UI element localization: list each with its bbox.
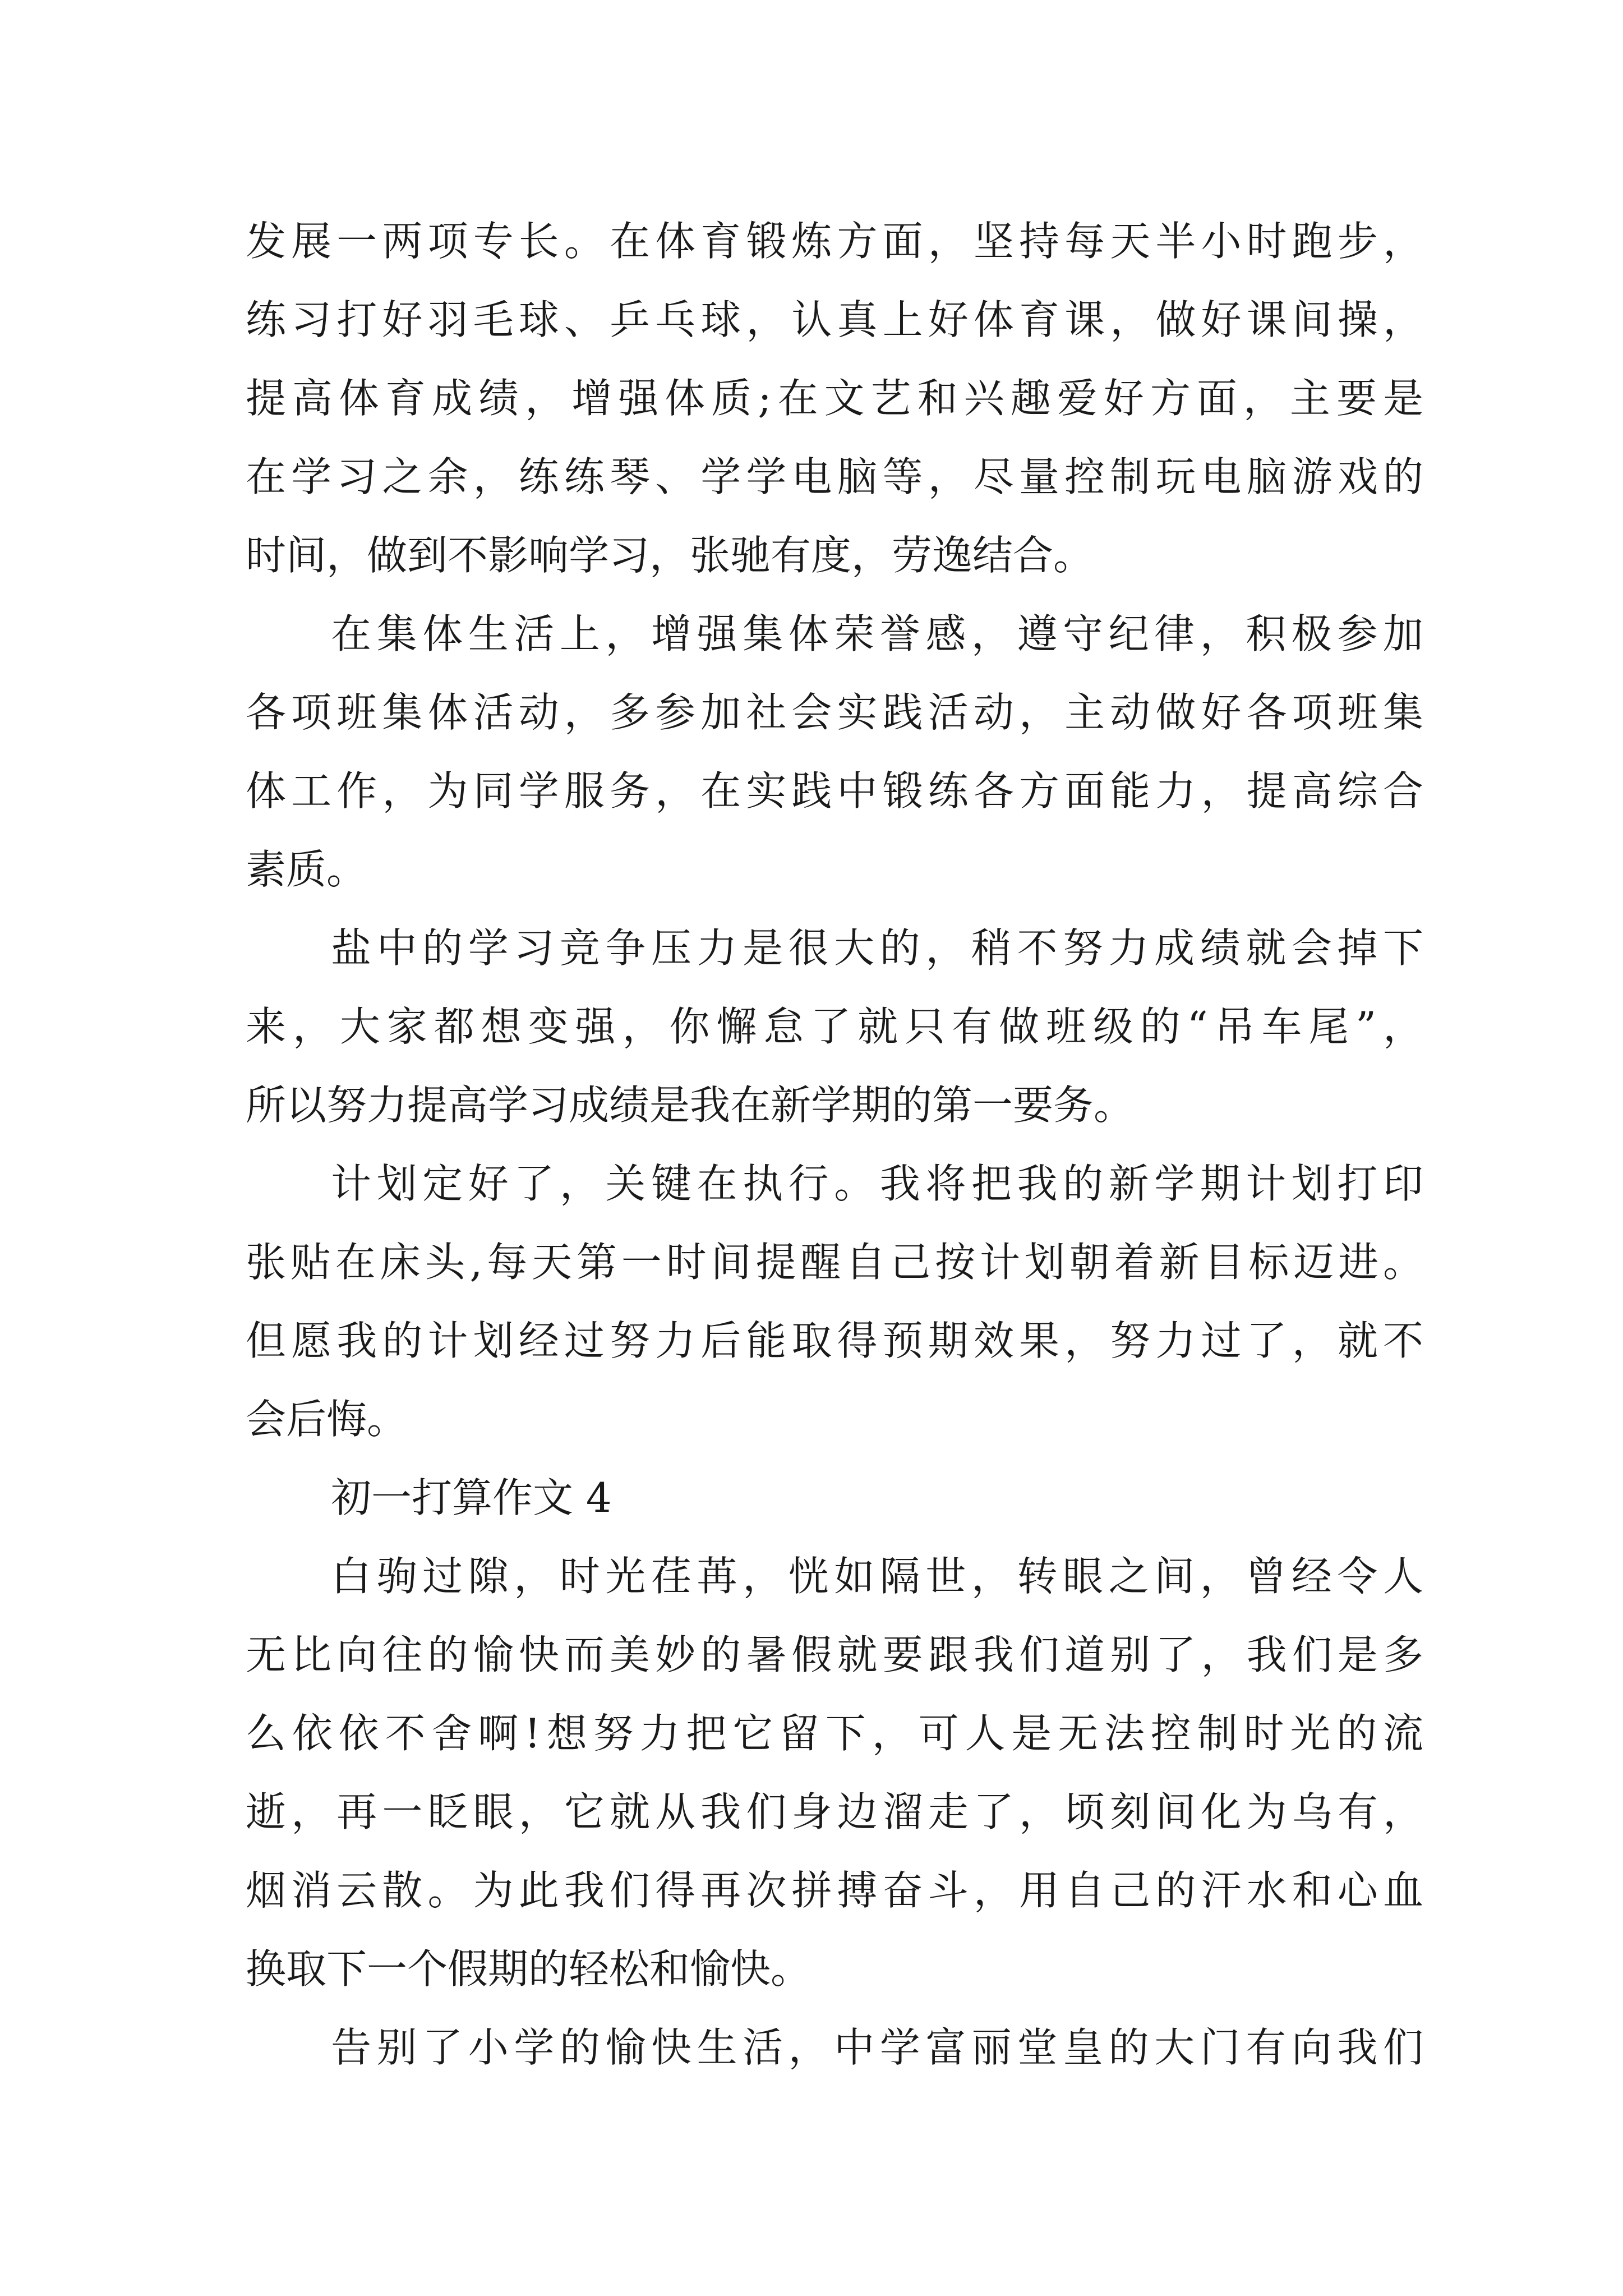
section-heading: 初一打算作文 4 (331, 1474, 612, 1521)
text-line: 盐中的学习竞争压力是很大的，稍不努力成绩就会掉下 (331, 924, 1423, 972)
text-line: 来，大家都想变强，你懈怠了就只有做班级的“吊车尾”， (246, 1003, 1423, 1050)
text-line: 发展一两项专长。在体育锻炼方面，坚持每天半小时跑步， (246, 218, 1423, 265)
paragraph (246, 909, 1423, 1144)
text-line: 在集体生活上，增强集体荣誉感，遵守纪律，积极参加 (331, 610, 1423, 657)
text-line: 烟消云散。为此我们得再次拼搏奋斗，用自己的汗水和心血 (246, 1867, 1423, 1914)
text-line: 会后悔。 (246, 1396, 408, 1443)
paragraph (246, 1537, 1423, 2008)
text-line: 所以努力提高学习成绩是我在新学期的第一要务。 (246, 1082, 1135, 1129)
text-line: 素质。 (246, 846, 367, 893)
text-line: 各项班集体活动，多参加社会实践活动，主动做好各项班集 (246, 689, 1423, 736)
text-line: 练习打好羽毛球、乒乓球，认真上好体育课，做好课间操， (246, 296, 1423, 343)
text-line: 提高体育成绩，增强体质;在文艺和兴趣爱好方面，主要是 (246, 375, 1423, 422)
text-line: 换取下一个假期的轻松和愉快。 (246, 1945, 811, 1993)
text-line: 但愿我的计划经过努力后能取得预期效果，努力过了，就不 (246, 1317, 1423, 1364)
text-line: 在学习之余，练练琴、学学电脑等，尽量控制玩电脑游戏的 (246, 453, 1423, 500)
paragraph (246, 1144, 1423, 1458)
paragraph (246, 595, 1423, 909)
text-line: 计划定好了，关键在执行。我将把我的新学期计划打印 (331, 1160, 1423, 1207)
text-line: 张贴在床头,每天第一时间提醒自己按计划朝着新目标迈进。 (246, 1239, 1423, 1286)
paragraph (246, 2008, 1423, 2087)
text-line: 逝，再一眨眼，它就从我们身边溜走了，顷刻间化为乌有， (246, 1788, 1423, 1835)
document-body (246, 202, 1423, 2087)
text-line: 白驹过隙，时光荏苒，恍如隔世，转眼之间，曾经令人 (331, 1553, 1423, 1600)
text-line: 告别了小学的愉快生活，中学富丽堂皇的大门有向我们 (331, 2024, 1423, 2071)
paragraph (246, 202, 1423, 595)
text-line: 时间，做到不影响学习，张驰有度，劳逸结合。 (246, 532, 1094, 579)
text-line: 体工作，为同学服务，在实践中锻练各方面能力，提高综合 (246, 767, 1423, 815)
text-line: 无比向往的愉快而美妙的暑假就要跟我们道别了，我们是多 (246, 1631, 1423, 1678)
text-line: 么依依不舍啊!想努力把它留下，可人是无法控制时光的流 (246, 1710, 1423, 1757)
